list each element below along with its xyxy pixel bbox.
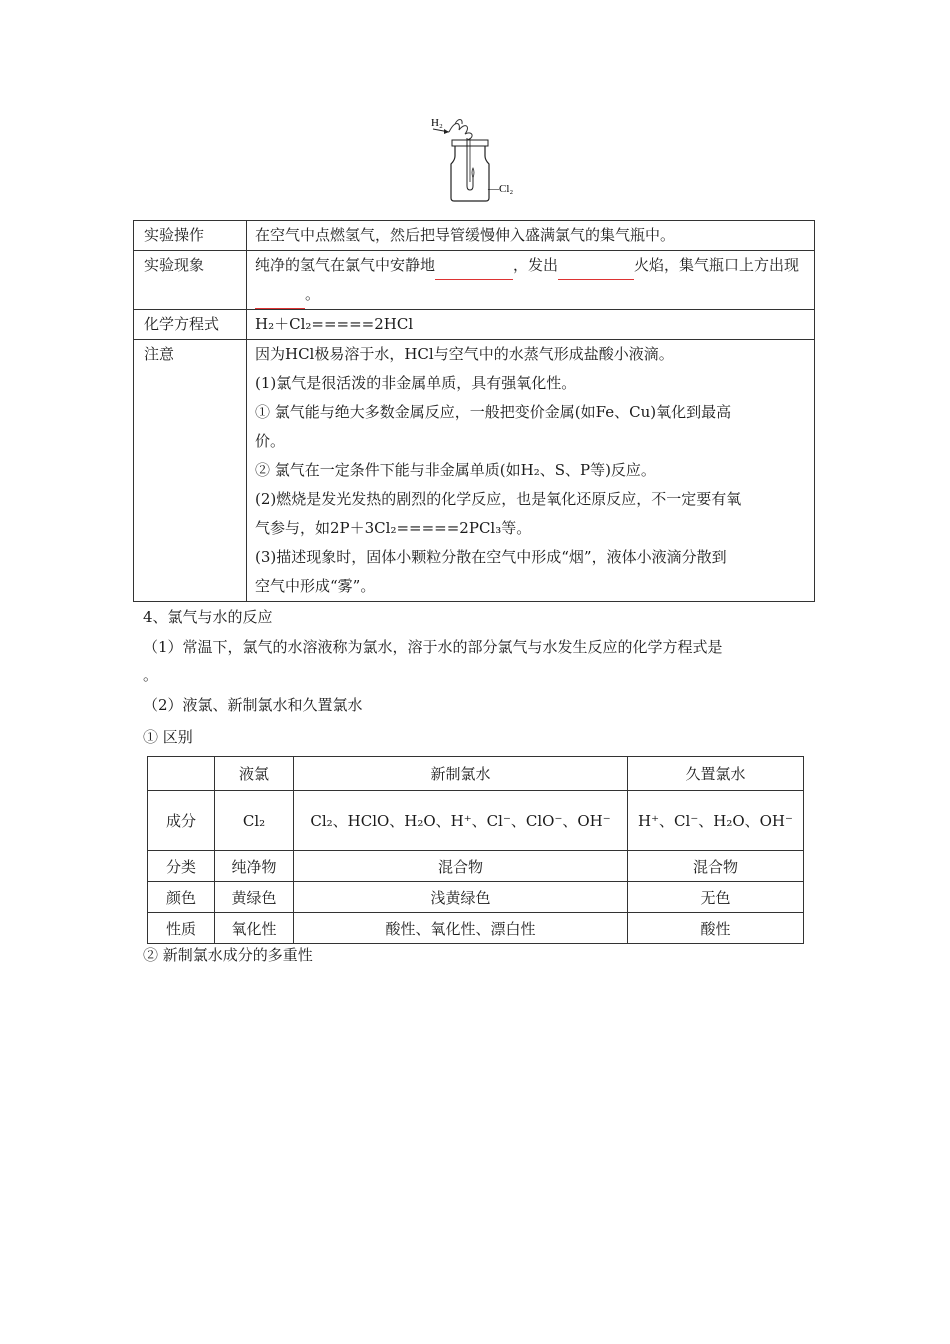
equation: H₂＋Cl₂=====2HCl <box>247 310 815 340</box>
paragraph: 。 <box>143 666 159 684</box>
note-line: 价。 <box>255 432 286 450</box>
note-line: ① 氯气能与绝大多数金属反应，一般把变价金属(如Fe、Cu)氧化到最高 <box>255 403 732 421</box>
table-cell: 成分 <box>148 791 215 851</box>
note-line: 因为HCl极易溶于水，HCl与空气中的水蒸气形成盐酸小液滴。 <box>255 345 674 363</box>
table-cell: 性质 <box>148 913 215 944</box>
table-cell: H⁺、Cl⁻、H₂O、OH⁻ <box>628 791 804 851</box>
row-value-phenomenon <box>247 251 815 310</box>
answer-blank[interactable] <box>435 257 513 280</box>
table-cell: Cl₂ <box>215 791 294 851</box>
table-cell: Cl₂、HClO、H₂O、H⁺、Cl⁻、ClO⁻、OH⁻ <box>294 791 628 851</box>
table-cell: 黄绿色 <box>215 882 294 913</box>
gas-jar-diagram <box>425 112 525 207</box>
header-cell <box>148 757 215 791</box>
note-line: 空气中形成“雾”。 <box>255 577 376 595</box>
phenomenon-text-b: ，发出 <box>513 256 559 274</box>
table-cell: 分类 <box>148 851 215 882</box>
row-key: 实验现象 <box>134 251 247 310</box>
table-cell: 浅黄绿色 <box>294 882 628 913</box>
apparatus-figure <box>425 112 525 207</box>
table-row <box>134 251 815 310</box>
table-row <box>134 340 815 602</box>
note-line: ② 氯气在一定条件下能与非金属单质(如H₂、S、P等)反应。 <box>255 461 656 479</box>
experiment-table <box>133 220 815 602</box>
table-cell: 酸性、氧化性、漂白性 <box>294 913 628 944</box>
row-key: 注意 <box>134 340 247 602</box>
table-row <box>134 221 815 251</box>
table-cell: 氧化性 <box>215 913 294 944</box>
table-row <box>148 882 804 913</box>
comparison-table <box>147 756 804 944</box>
table-row <box>148 913 804 944</box>
table-cell: 混合物 <box>628 851 804 882</box>
table-row <box>148 791 804 851</box>
header-cell: 液氯 <box>215 757 294 791</box>
note-line: (3)描述现象时，固体小颗粒分散在空气中形成“烟”，液体小液滴分散到 <box>255 548 727 566</box>
table-cell: 混合物 <box>294 851 628 882</box>
notes-cell <box>247 340 815 602</box>
phenomenon-text-c: 火焰，集气瓶口上方出现 <box>634 256 800 274</box>
cl2-label: —Cl₂ <box>488 183 514 195</box>
row-value: 在空气中点燃氢气，然后把导管缓慢伸入盛满氯气的集气瓶中。 <box>247 221 815 251</box>
note-line: (2)燃烧是发光发热的剧烈的化学反应，也是氧化还原反应，不一定要有氧 <box>255 490 742 508</box>
table-header-row <box>148 757 804 791</box>
note-line: (1)氯气是很活泼的非金属单质，具有强氧化性。 <box>255 374 577 392</box>
paragraph: ② 新制氯水成分的多重性 <box>143 946 313 964</box>
header-cell: 久置氯水 <box>628 757 804 791</box>
table-row <box>134 310 815 340</box>
phenomenon-text-a: 纯净的氢气在氯气中安静地 <box>255 256 436 274</box>
table-cell: 酸性 <box>628 913 804 944</box>
paragraph: （1）常温下，氯气的水溶液称为氯水，溶于水的部分氯气与水发生反应的化学方程式是 <box>143 638 723 656</box>
row-key: 化学方程式 <box>134 310 247 340</box>
table-cell: 颜色 <box>148 882 215 913</box>
paragraph: （2）液氯、新制氯水和久置氯水 <box>143 696 363 714</box>
h2-label: H₂ <box>431 117 443 129</box>
answer-blank[interactable] <box>255 286 305 309</box>
table-row <box>148 851 804 882</box>
paragraph: ① 区别 <box>143 728 193 746</box>
note-line: 气参与，如2P＋3Cl₂=====2PCl₃等。 <box>255 519 532 537</box>
row-key: 实验操作 <box>134 221 247 251</box>
answer-blank[interactable] <box>558 257 634 280</box>
phenomenon-text-d: 。 <box>305 285 321 303</box>
table-cell: 无色 <box>628 882 804 913</box>
table-cell: 纯净物 <box>215 851 294 882</box>
header-cell: 新制氯水 <box>294 757 628 791</box>
section-heading: 4、氯气与水的反应 <box>143 608 273 626</box>
